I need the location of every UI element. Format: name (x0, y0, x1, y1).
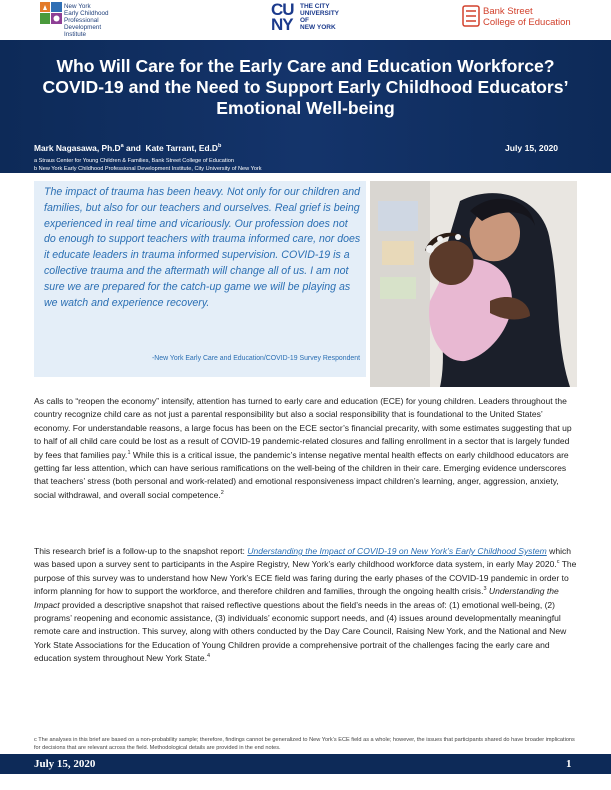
nyec-logo-icon (40, 2, 62, 24)
cuny-line: THE CITY (300, 3, 330, 10)
photo-teacher-hugging-child (370, 181, 577, 387)
cuny-mark-top: CU (271, 0, 294, 19)
photo-illustration (370, 181, 577, 387)
page-title (20, 56, 591, 119)
cuny-logo (271, 2, 391, 38)
nyec-line: Early Childhood (64, 10, 109, 17)
footnote-c: c The analyses in this brief are based on a non-probability sample; therefore, findings cannot be generalized to New York’s ECE field as a whole; however, the issues that participants shared do have broader implications for decisions that are relevant across the field. Methodological details are provided in the end notes. (34, 737, 575, 752)
title-line: Emotional Well-being (216, 98, 395, 118)
bank-street-line1: Bank Street (483, 6, 533, 17)
bank-street-line2: College of Education (483, 17, 571, 28)
body-paragraph-1 (34, 395, 579, 502)
cuny-mark (271, 2, 299, 32)
endnote-ref-2[interactable]: 2 (220, 490, 224, 496)
nyec-line: Development (64, 24, 102, 31)
report-title-italic: Understanding the Impact (34, 586, 559, 610)
cuny-line: OF (300, 17, 310, 24)
page-number: 1 (566, 758, 572, 770)
title-line: Who Will Care for the Early Care and Education Workforce? (56, 56, 555, 76)
logo-bar (0, 0, 611, 40)
endnote-ref-3[interactable]: 3 (483, 586, 487, 593)
nyec-logo-text (64, 3, 144, 38)
p2-text-b: which was based upon a survey sent to participants in the Aspire Registry, New York’s early childhood workforce data system, in early May 2020. (34, 546, 571, 570)
nyec-line: Professional (64, 17, 99, 24)
p1-text-b: While this is a critical issue, the pandemic’s intense negative mental health effects on early childhood educators are getting far less attention, which can have serious ramifications on the well-being of the children in their care. Emerging evidence underscores that teachers’ stress (both personal and work-related) and emotional responsiveness impact children’s learning, anger, aggression, anxiety, social withdrawal, and overall social competence. (34, 449, 569, 500)
snapshot-report-link[interactable]: Understanding the Impact of COVID-19 on New York’s Early Childhood System (247, 546, 547, 556)
p2-text-c: The purpose of this survey was to understand how New York’s ECE field was faring during the early phases of the COVID-19 pandemic in order to inform planning for how to support the workforce, and therefore children and families, through the ongoing health crisis. (34, 559, 577, 597)
authors (34, 143, 221, 153)
page-footer (0, 754, 611, 774)
author-2-sup: b (217, 143, 222, 150)
nyec-logo (40, 2, 140, 38)
p2-text-a: This research brief is a follow-up to the snapshot report: (34, 546, 248, 556)
footnote-ref-c[interactable]: c (556, 559, 560, 566)
title-banner (0, 40, 611, 173)
publication-date: July 15, 2020 (505, 143, 559, 153)
title-line: COVID-19 and the Need to Support Early Childhood Educators’ (42, 77, 569, 97)
cuny-mark-bottom: NY (271, 15, 293, 34)
author-1: Mark Nagasawa, Ph.D (34, 143, 121, 153)
cuny-logo-text (300, 3, 370, 31)
author-1-sup: a (120, 143, 124, 150)
quote-attribution: -New York Early Care and Education/COVID-19 Survey Respondent (152, 355, 360, 362)
affiliation-a: a Straus Center for Young Children & Families, Bank Street College of Education (34, 158, 234, 164)
bank-street-logo (462, 3, 602, 33)
endnote-ref-1[interactable]: 1 (127, 449, 131, 456)
body-paragraph-2 (34, 545, 579, 666)
affiliation-b: b New York Early Childhood Professional Development Institute, City University of New York (34, 166, 262, 172)
bank-street-text (483, 6, 571, 28)
footer-date: July 15, 2020 (34, 758, 96, 770)
p2-text-d: provided a descriptive snapshot that raised reflective questions about the field’s needs in the areas of: (1) emotional well-being, (2) programs’ reopening and economic assistance, (3) individuals’ economic support needs, and (4) issues around developmentally meaningful remote care and instruction. This survey, along with others conducted by the Day Care Council, Raising New York, and the National and New York State Associations for the Education of Young Children provide a comprehensive portrait of the challenges facing the early care and education system throughout New York State. (34, 599, 567, 664)
author-2: Kate Tarrant, Ed.D (145, 143, 218, 153)
cuny-line: UNIVERSITY (300, 10, 340, 17)
nyec-line: New York (64, 3, 91, 10)
endnote-ref-4[interactable]: 4 (206, 653, 211, 660)
cuny-line: NEW YORK (300, 24, 336, 31)
author-join: and (123, 143, 146, 153)
p1-text-a: As calls to “reopen the economy” intensify, attention has turned to early care and education (ECE) for young children. Leaders throughout the country recognize child care as not just a parental responsibility but also a social responsibility that is foundational to the United States’ economy. For understandable reasons, a large focus has been on the ECE sector’s financial precarity, with some estimates suggesting that up to half of all child care could be lost as a result of COVID-19 pandemic-related closures and falling enrollment in a sector that is largely funded by fees that families pay. (34, 396, 572, 460)
quote-text: The impact of trauma has been heavy. Not only for our children and families, but also for our teachers and ourselves. Real grief is being experienced in real time and vicariously. Our profession does not do enough to support teachers with trauma informed care, nor does it educate leaders in trauma informed supervision. COVID-19 is a collective trauma and the aftermath will change all of us. I am not sure we are prepared for the catch-up game we will be playing as we watch and experience recovery. (44, 186, 361, 309)
nyec-line: Institute (64, 31, 87, 38)
pull-quote (34, 181, 366, 377)
bank-street-icon (462, 5, 480, 27)
